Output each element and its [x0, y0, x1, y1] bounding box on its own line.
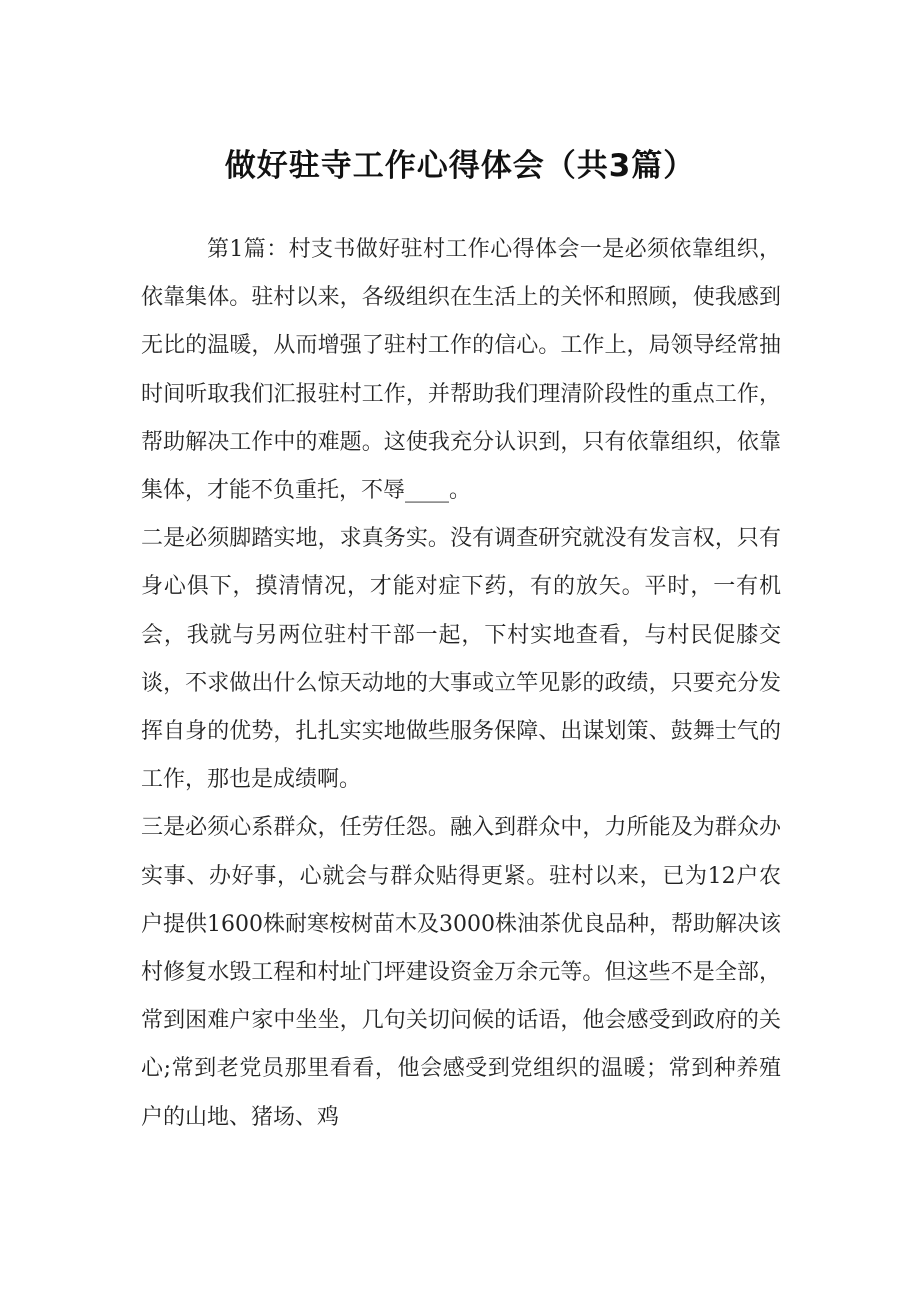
paragraph-3: 三是必须心系群众，任劳任怨。融入到群众中，力所能及为群众办实事、办好事，心就会与群众贴得更紧。驻村以来，已为12户农户提供1600株耐寒桉树苗木及3000株油茶优良品种，帮助解决该村修复水毁工程和村址门坪建设资金万余元等。但这些不是全部，常到困难户家中坐坐，几句关切问候的话语，他会感受到政府的关心;常到老党员那里看看，他会感受到党组织的温暖；常到种养殖户的山地、猪场、鸡 [141, 815, 781, 1130]
document-body [141, 226, 781, 1142]
paragraph-1: 第1篇：村支书做好驻村工作心得体会一是必须依靠组织，依靠集体。驻村以来，各级组织在生活上的关怀和照顾，使我感到无比的温暖，从而增强了驻村工作的信心。工作上，局领导经常抽时间听取我们汇报驻村工作，并帮助我们理清阶段性的重点工作，帮助解决工作中的难题。这使我充分认识到，只有依靠组织，依靠集体，才能不负重托，不辱____。 [141, 237, 781, 504]
paragraph-2: 二是必须脚踏实地，求真务实。没有调查研究就没有发言权，只有身心俱下，摸清情况，才能对症下药，有的放矢。平时，一有机会，我就与另两位驻村干部一起，下村实地查看，与村民促膝交谈，不求做出什么惊天动地的大事或立竿见影的政绩，只要充分发挥自身的优势，扎扎实实地做些服务保障、出谋划策、鼓舞士气的工作，那也是成绩啊。 [141, 526, 781, 793]
document-title: 做好驻寺工作心得体会（共3篇） [224, 148, 696, 184]
